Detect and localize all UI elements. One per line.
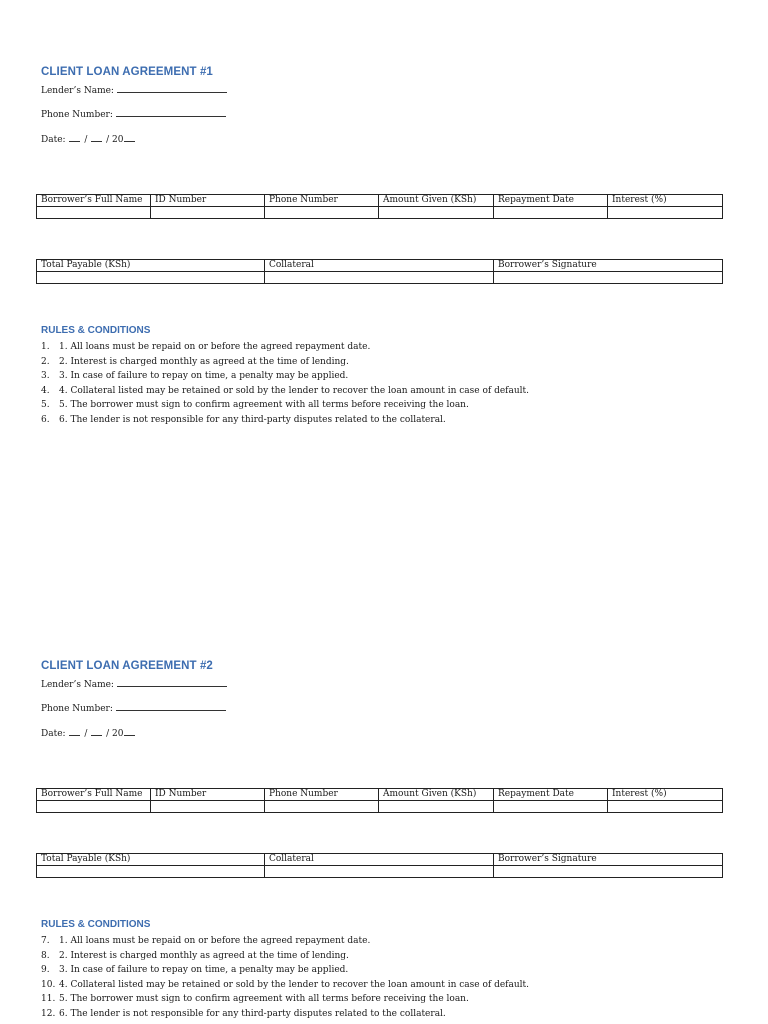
list-item (41, 1007, 529, 1022)
rule-text: 2. Interest is charged monthly as agreed at the time of lending. (59, 356, 349, 367)
list-item (41, 963, 529, 978)
table-cell[interactable] (37, 801, 151, 813)
phone-number-field (41, 702, 226, 714)
phone-number-field (41, 108, 226, 120)
payment-summary-table (36, 853, 723, 878)
rule-text: 3. In case of failure to repay on time, a penalty may be applied. (59, 965, 349, 975)
list-item (41, 398, 529, 413)
rule-text: 1. All loans must be repaid on or before the agreed repayment date. (59, 342, 371, 352)
rules-list (41, 934, 529, 1021)
rule-number: 1. (41, 342, 50, 352)
table-cell[interactable] (37, 866, 265, 878)
table-cell[interactable] (494, 801, 608, 813)
list-item (41, 992, 529, 1007)
list-item (41, 978, 529, 993)
table-cell[interactable] (379, 801, 494, 813)
rule-number: 5. (41, 400, 50, 410)
table-cell[interactable] (379, 207, 494, 219)
rule-text: 6. The lender is not responsible for any third-party disputes related to the collateral. (59, 414, 446, 425)
table-row (37, 272, 723, 284)
table-header-cell: ID Number (151, 195, 265, 207)
phone-number-blank[interactable] (116, 702, 226, 711)
rules-title: RULES & CONDITIONS (41, 919, 151, 930)
table-cell[interactable] (265, 866, 494, 878)
table-row (37, 207, 723, 219)
table-header-cell: Collateral (265, 260, 494, 272)
table-header-cell: Amount Given (KSh) (379, 789, 494, 801)
table-header-cell: Repayment Date (494, 789, 608, 801)
table-cell[interactable] (265, 801, 379, 813)
rule-text: 2. Interest is charged monthly as agreed at the time of lending. (59, 950, 349, 961)
rule-number: 11. (41, 994, 56, 1004)
rule-text: 5. The borrower must sign to confirm agreement with all terms before receiving the loan. (59, 400, 469, 410)
rule-text: 4. Collateral listed may be retained or sold by the lender to recover the loan amount in case of default. (59, 385, 530, 396)
table-row (37, 801, 723, 813)
rule-text: 4. Collateral listed may be retained or sold by the lender to recover the loan amount in case of default. (59, 979, 530, 990)
table-header-cell: Borrower’s Signature (494, 854, 723, 866)
borrower-details-table (36, 788, 723, 813)
table-cell[interactable] (494, 272, 723, 284)
rule-number: 10. (41, 979, 56, 990)
table-header-cell: Collateral (265, 854, 494, 866)
rule-number: 4. (41, 385, 50, 396)
list-item (41, 340, 529, 355)
phone-number-label: Phone Number: (41, 110, 113, 120)
date-year-blank[interactable] (124, 727, 135, 736)
payment-summary-table (36, 259, 723, 284)
rule-number: 8. (41, 950, 50, 961)
date-day-blank[interactable] (69, 133, 80, 142)
table-header-cell: Interest (%) (608, 195, 723, 207)
lender-name-field (41, 84, 227, 96)
table-cell[interactable] (151, 801, 265, 813)
date-month-blank[interactable] (91, 727, 102, 736)
borrower-details-table (36, 194, 723, 219)
date-field (41, 133, 136, 145)
table-header-cell: Repayment Date (494, 195, 608, 207)
agreement-title: CLIENT LOAN AGREEMENT #1 (41, 66, 213, 78)
table-cell[interactable] (37, 207, 151, 219)
lender-name-field (41, 678, 227, 690)
date-day-blank[interactable] (69, 727, 80, 736)
date-label: Date: (41, 135, 66, 145)
table-header-cell: Total Payable (KSh) (37, 260, 265, 272)
lender-name-label: Lender’s Name: (41, 680, 114, 690)
table-cell[interactable] (265, 207, 379, 219)
table-header-cell: Borrower’s Full Name (37, 789, 151, 801)
table-header-cell: Total Payable (KSh) (37, 854, 265, 866)
date-separator: / (84, 135, 88, 145)
table-header-cell: Borrower’s Full Name (37, 195, 151, 207)
table-row (37, 866, 723, 878)
rule-text: 1. All loans must be repaid on or before the agreed repayment date. (59, 936, 371, 946)
rule-text: 5. The borrower must sign to confirm agreement with all terms before receiving the loan. (59, 994, 469, 1004)
table-cell[interactable] (608, 207, 723, 219)
phone-number-label: Phone Number: (41, 704, 113, 714)
table-header-row (37, 195, 723, 207)
rule-number: 12. (41, 1008, 56, 1019)
table-header-cell: Phone Number (265, 789, 379, 801)
rule-number: 9. (41, 965, 50, 975)
table-header-row (37, 260, 723, 272)
table-header-cell: ID Number (151, 789, 265, 801)
date-field (41, 727, 136, 739)
list-item (41, 369, 529, 384)
date-year-blank[interactable] (124, 133, 135, 142)
table-cell[interactable] (151, 207, 265, 219)
list-item (41, 949, 529, 964)
rule-number: 2. (41, 356, 50, 367)
lender-name-blank[interactable] (117, 84, 227, 93)
table-header-row (37, 789, 723, 801)
list-item (41, 384, 529, 399)
agreement-title: CLIENT LOAN AGREEMENT #2 (41, 660, 213, 672)
list-item (41, 934, 529, 949)
rule-number: 3. (41, 371, 50, 381)
rules-title: RULES & CONDITIONS (41, 325, 151, 336)
table-header-cell: Amount Given (KSh) (379, 195, 494, 207)
lender-name-blank[interactable] (117, 678, 227, 687)
rules-list (41, 340, 529, 427)
lender-name-label: Lender’s Name: (41, 86, 114, 96)
date-month-blank[interactable] (91, 133, 102, 142)
table-header-cell: Borrower’s Signature (494, 260, 723, 272)
table-header-cell: Interest (%) (608, 789, 723, 801)
table-cell[interactable] (608, 801, 723, 813)
rule-text: 3. In case of failure to repay on time, a penalty may be applied. (59, 371, 349, 381)
phone-number-blank[interactable] (116, 108, 226, 117)
table-cell[interactable] (265, 272, 494, 284)
table-cell[interactable] (37, 272, 265, 284)
table-cell[interactable] (494, 207, 608, 219)
date-label: Date: (41, 729, 66, 739)
table-header-row (37, 854, 723, 866)
table-cell[interactable] (494, 866, 723, 878)
rule-number: 6. (41, 414, 50, 425)
table-header-cell: Phone Number (265, 195, 379, 207)
rule-text: 6. The lender is not responsible for any third-party disputes related to the collateral. (59, 1008, 446, 1019)
rule-number: 7. (41, 936, 50, 946)
date-year-prefix: / 20 (106, 135, 124, 145)
list-item (41, 355, 529, 370)
list-item (41, 413, 529, 428)
date-separator: / (84, 729, 88, 739)
date-year-prefix: / 20 (106, 729, 124, 739)
